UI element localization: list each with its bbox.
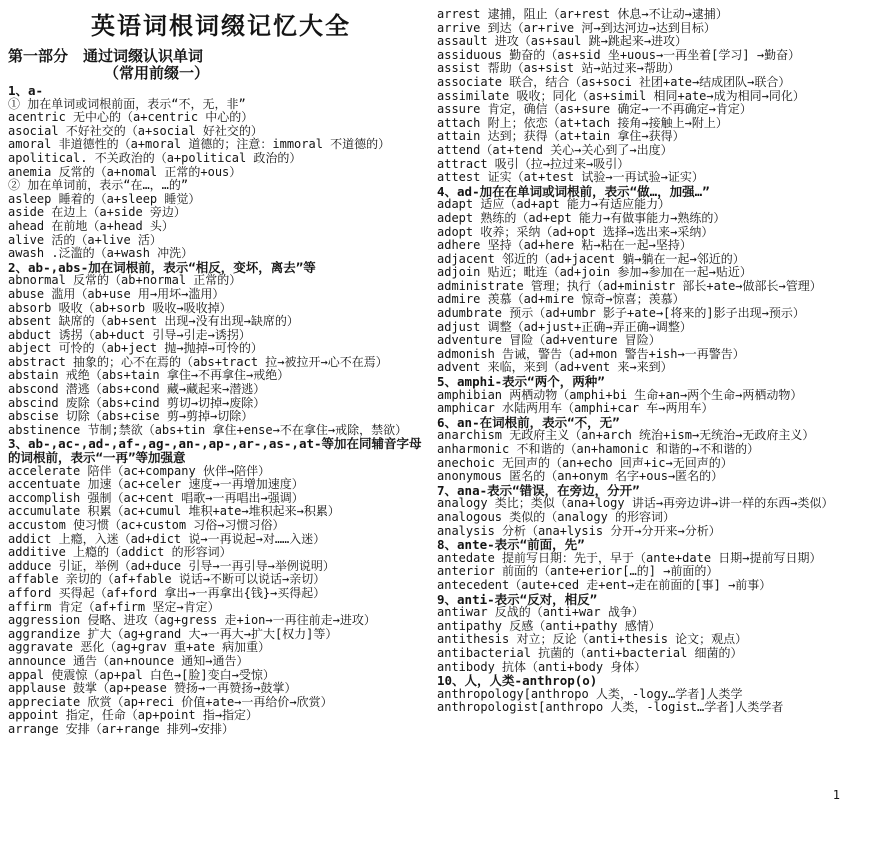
entry-line: accomplish 强制（ac+cent 唱歌→一再唱出→强调）	[8, 490, 304, 505]
entry-line: asocial 不好社交的（a+social 好社交的）	[8, 123, 263, 138]
entry-line: amphibian 两栖动物（amphi+bi 生命+an→两个生命→两栖动物）	[437, 387, 803, 402]
entry-line: ② 加在单词前，表示“在…，…的”	[8, 178, 189, 193]
entry-line: appal 使震惊（ap+pal 白色→[脸]变白→受惊）	[8, 667, 275, 682]
entry-line: abscond 潜逃（abs+cond 藏→藏起来→潜逃）	[8, 382, 266, 397]
entry-line: attain 达到；获得（at+tain 拿住→获得）	[437, 129, 685, 144]
section-heading: 6、an-在词根前，表示“不，无”	[437, 414, 620, 430]
entry-line: ahead 在前地（a+head 头）	[8, 218, 174, 233]
entry-line: analysis 分析（ana+lysis 分开→分开来→分析）	[437, 523, 721, 538]
entry-line: antithesis 对立；反论（anti+thesis 论文；观点）	[437, 632, 748, 647]
entry-line: antiwar 反战的（anti+war 战争）	[437, 605, 644, 620]
entry-line: affable 亲切的（af+fable 说话→不断可以说话→亲切）	[8, 572, 326, 587]
section-heading: 2、ab-,abs-加在词根前，表示“相反，变坏，离去”等	[8, 259, 316, 275]
entry-line: adhere 坚持（ad+here 粘→粘在一起→坚持）	[437, 238, 692, 253]
entry-line: abscind 废除（abs+cind 剪切→切掉→废除）	[8, 395, 266, 410]
entry-line: aggravate 恶化（ag+grav 重+ate 病加重）	[8, 640, 271, 655]
entry-line: admire 羡慕（ad+mire 惊奇→惊喜；羡慕）	[437, 292, 685, 307]
entry-line: assiduous 勤奋的（as+sid 坐+uous→一再坐着[学习] →勤奋）	[437, 47, 801, 62]
entry-line: administrate 管理；执行（ad+ministr 部长+ate→做部长→管理）	[437, 278, 822, 293]
section-heading: 9、anti-表示“反对，相反”	[437, 591, 598, 607]
entry-line: abnormal 反常的（ab+normal 正常的）	[8, 273, 242, 288]
entry-line: amphicar 水陆两用车（amphi+car 车→两用车）	[437, 401, 714, 416]
section-heading: 7、ana-表示“错误，在旁边，分开”	[437, 482, 640, 498]
entry-line: antedate 提前写日期：先于，早于（ante+date 日期→提前写日期）	[437, 550, 822, 565]
entry-line: acentric 无中心的（a+centric 中心的）	[8, 110, 254, 125]
entry-line: analogy 类比；类似（ana+logy 讲话→再旁边讲→讲一样的东西→类似）	[437, 496, 834, 511]
entry-line: alive 活的（a+live 活）	[8, 232, 162, 247]
entry-line: assure 肯定，确信（as+sure 确定→一不再确定→肯定）	[437, 102, 752, 117]
entry-line: antibacterial 抗菌的（anti+bacterial 细菌的）	[437, 645, 743, 660]
page-number: 1	[832, 788, 840, 802]
entry-line: assimilate 吸收；同化（as+simil 相同+ate→成为相同→同化）	[437, 88, 805, 103]
entry-line: anonymous 匿名的（an+onym 名字+ous→匿名的）	[437, 469, 724, 484]
entry-line: anemia 反常的（a+nomal 正常的+ous）	[8, 164, 242, 179]
entry-line: anterior 前面的（ante+erior[…的] →前面的）	[437, 564, 719, 579]
entry-line: aside 在边上（a+side 旁边）	[8, 205, 186, 220]
entry-line: advent 来临，来到（ad+vent 来→来到）	[437, 360, 673, 375]
entry-line: appoint 指定，任命（ap+point 指→指定）	[8, 708, 259, 723]
entry-line: attract 吸引（拉→拉过来→吸引）	[437, 156, 630, 171]
entry-line: accumulate 积累（ac+cumul 堆积+ate→堆积起来→积累）	[8, 504, 340, 519]
entry-line: abject 可怜的（ab+ject 抛→抛掉→可怜的）	[8, 341, 263, 356]
entry-line: anthropology[anthropo 人类，-logy…学者]人类学	[437, 686, 743, 701]
entry-line: awash .泛滥的（a+wash 冲洗）	[8, 246, 194, 261]
entry-line: amoral 非道德性的（a+moral 道德的；注意：immoral 不道德的）	[8, 137, 391, 152]
entry-line: assist 帮助（as+sist 站→站过来→帮助）	[437, 61, 680, 76]
section-heading: 1、a-	[8, 83, 44, 98]
entry-line: applause 鼓掌（ap+pease 赞扬→一再赞扬→鼓掌）	[8, 681, 297, 696]
entry-line: associate 联合，结合（as+soci 社团+ate→结成团队→联合）	[437, 74, 791, 89]
entry-line: antibody 抗体（anti+body 身体）	[437, 659, 647, 674]
entry-line: accentuate 加速（ac+celer 速度→一再增加速度）	[8, 477, 304, 492]
entry-line: adjust 调整（ad+just+正确→弄正确→调整）	[437, 319, 692, 334]
entry-line: adduce 引证，举例（ad+duce 引导→一再引导→举例说明）	[8, 558, 335, 573]
entry-line: addict 上瘾，入迷（ad+dict 说→一再说起→对……入迷）	[8, 531, 326, 546]
entry-line: announce 通告（an+nounce 通知→通告）	[8, 653, 249, 668]
entry-line: arrive 到达（ar+rive 河→到达河边→达到目标）	[437, 20, 716, 35]
document-title: 英语词根词缀记忆大全	[91, 12, 351, 40]
section-heading: 10、人，人类-anthrop(o)	[437, 673, 598, 689]
entry-line: adventure 冒险（ad+venture 冒险）	[437, 333, 661, 348]
entry-line: assault 进攻（as+saul 跳→跳起来→进攻）	[437, 34, 688, 49]
entry-line: asleep 睡着的（a+sleep 睡觉）	[8, 191, 201, 206]
entry-line: adept 熟练的（ad+ept 能力→有做事能力→熟练的）	[437, 210, 726, 225]
entry-line: anarchism 无政府主义（an+arch 统治+ism→无统治→无政府主义）	[437, 428, 815, 443]
entry-line: arrest 逮捕，阻止（ar+rest 休息→不让动→逮捕）	[437, 7, 728, 21]
entry-line: abstain 戒绝（abs+tain 拿住→不再拿住→戒绝）	[8, 368, 290, 383]
entry-line: antipathy 反感（anti+pathy 感情）	[437, 618, 661, 633]
entry-line: attend（at+tend 关心→关心到了→出度）	[437, 142, 673, 157]
entry-line: analogous 类似的（analogy 的形容词）	[437, 509, 676, 524]
entry-line: anthropologist[anthropo 人类，-logist…学者]人类学者	[437, 700, 784, 715]
entry-line: accustom 使习惯（ac+custom 习俗→习惯习俗）	[8, 518, 285, 532]
entry-line: affirm 肯定（af+firm 坚定→肯定）	[8, 599, 220, 614]
entry-line: attach 附上；依恋（at+tach 接角→接触上→附上）	[437, 115, 728, 130]
entry-line: apolitical. 不关政治的（a+political 政治的）	[8, 150, 302, 165]
entry-line: anechoic 无回声的（an+echo 回声+ic→无回声的）	[437, 455, 733, 470]
entry-line: abduct 诱拐（ab+duct 引导→引走→诱拐）	[8, 327, 251, 342]
entry-line: arrange 安排（ar+range 排列→安排）	[8, 721, 235, 736]
entry-line: abscise 切除（abs+cise 剪→剪掉→切除）	[8, 409, 254, 424]
entry-line: additive 上瘾的（addict 的形容词）	[8, 545, 232, 560]
section-heading: 3、ab-,ac-,ad-,af-,ag-,an-,ap-,ar-,as-,at-等加在同辅音字母的词根前，表示“一再”等加强意	[8, 436, 422, 466]
entry-line: abstinence 节制;禁欲（abs+tin 拿住+ense→不在拿住→戒除，禁欲）	[8, 422, 408, 437]
section-heading: 5、amphi-表示“两个，两种”	[437, 374, 605, 390]
left-column-lines	[8, 84, 434, 737]
entry-line: adjacent 邻近的（ad+jacent 躺→躺在一起→邻近的）	[437, 251, 745, 266]
entry-line: attest 证实（at+test 试验→一再试验→证实）	[437, 170, 704, 185]
entry-line: absent 缺席的（ab+sent 出现→没有出现→缺席的）	[8, 314, 299, 329]
entry-line: adumbrate 预示（ad+umbr 影子+ate→[将来的]影子出现→预示）	[437, 306, 805, 321]
section-heading: 8、ante-表示“前面，先”	[437, 537, 585, 553]
entry-line: ① 加在单词或词根前面，表示“不，无，非”	[8, 96, 246, 111]
section-heading: 4、ad-加在在单词或词根前，表示“做…，加强…”	[437, 183, 710, 199]
entry-line: abstract 抽象的；心不在焉的（abs+tract 拉→被拉开→心不在焉）	[8, 354, 388, 369]
right-column-lines	[437, 8, 863, 715]
part-subheading: （常用前缀一）	[104, 64, 210, 82]
entry-line: absorb 吸收（ab+sorb 吸收→吸收掉）	[8, 300, 232, 315]
entry-line: adopt 收养；采纳（ad+opt 选择→选出来→采纳）	[437, 224, 714, 239]
entry-line: adapt 适应（ad+apt 能力→有适应能力）	[437, 197, 671, 212]
entry-line: aggression 侵略、进攻（ag+gress 走+ion→一再往前走→进攻）	[8, 613, 376, 628]
entry-line: appreciate 欣赏（ap+reci 价值+ate→一再给价→欣赏）	[8, 694, 333, 709]
entry-line: admonish 告诫，警告（ad+mon 警告+ish→一再警告）	[437, 346, 745, 361]
part-heading: 第一部分 通过词缀认识单词	[8, 47, 204, 65]
entry-line: antecedent（aute+ced 走+ent→走在前面的[事] →前事）	[437, 577, 772, 592]
right-column	[437, 6, 863, 715]
entry-line: accelerate 陪伴（ac+company 伙伴→陪伴）	[8, 463, 271, 478]
left-column	[8, 0, 434, 737]
entry-line: anharmonic 不和谐的（an+hamonic 和谐的→不和谐的）	[437, 442, 760, 456]
entry-line: aggrandize 扩大（ag+grand 大→一再大→扩大[权力]等）	[8, 626, 338, 641]
entry-line: adjoin 贴近；毗连（ad+join 参加→参加在一起→贴近）	[437, 265, 752, 280]
entry-line: afford 买得起（af+ford 拿出→一再拿出{钱}→买得起）	[8, 585, 326, 600]
entry-line: abuse 滥用（ab+use 用→用坏→滥用）	[8, 286, 225, 301]
